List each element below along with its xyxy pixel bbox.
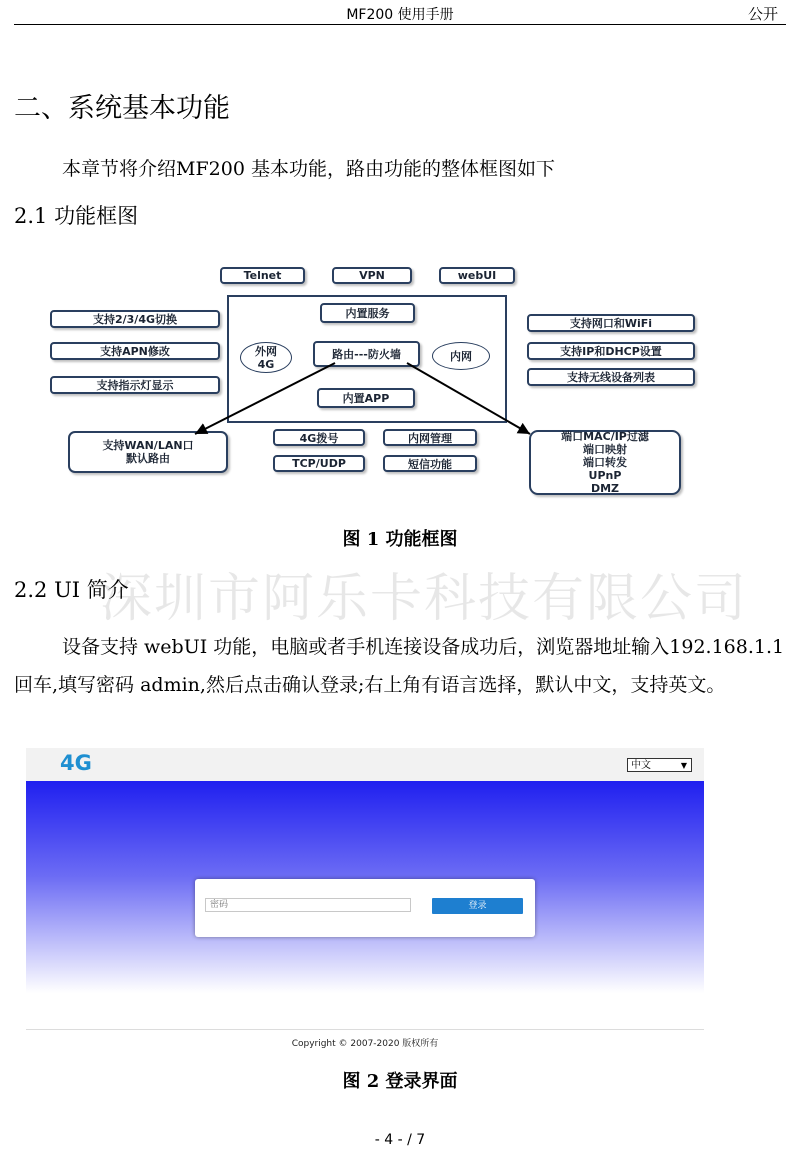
diagram-box-sms: 短信功能 [383, 455, 477, 472]
diagram-arrows [45, 258, 700, 503]
login-panel [195, 879, 535, 937]
diagram-box-webui: webUI [439, 267, 515, 284]
diagram-box-builtin-service: 内置服务 [320, 303, 415, 323]
filter-line5: DMZ [590, 482, 620, 495]
diagram-box-lan-management: 内网管理 [383, 429, 477, 446]
diagram-inner-network: 内网 [432, 342, 490, 370]
filter-line3: 端口转发 [583, 456, 627, 469]
language-select-value: 中文 [631, 760, 651, 771]
diagram-box-ip-dhcp: 支持IP和DHCP设置 [527, 342, 695, 360]
filter-line2: 端口映射 [583, 443, 627, 456]
section-intro: 本章节将介绍MF200 基本功能，路由功能的整体框图如下 [62, 158, 555, 180]
footer-divider [26, 1029, 704, 1030]
diagram-box-4g-switch: 支持2/3/4G切换 [50, 310, 220, 328]
document-header-classification: 公开 [747, 5, 778, 23]
function-block-diagram [45, 258, 700, 503]
arrow-to-filter [407, 363, 530, 434]
filter-line4: UPnP [588, 469, 622, 482]
subsection-title-ui: 2.2 UI 简介 [14, 578, 129, 602]
arrow-to-wan [195, 363, 335, 434]
company-watermark: 深圳市阿乐卡科技有限公司 [100, 569, 749, 629]
outer-network-label: 外网 [255, 344, 277, 358]
diagram-box-apn: 支持APN修改 [50, 342, 220, 360]
section-title: 二、系统基本功能 [14, 93, 230, 124]
filter-line1: 端口MAC/IP过滤 [561, 430, 649, 443]
login-background [26, 781, 704, 993]
diagram-box-telnet: Telnet [220, 267, 305, 284]
wan-lan-line2: 默认路由 [126, 452, 170, 465]
header-divider [14, 24, 786, 25]
subsection-title-function-diagram: 2.1 功能框图 [14, 204, 139, 228]
login-top-bar [26, 748, 704, 781]
figure1-caption: 图 1 功能框图 [342, 529, 458, 550]
diagram-box-4g-dial: 4G拨号 [273, 429, 365, 446]
login-page-screenshot [26, 748, 704, 1048]
brand-logo: 4G [60, 751, 92, 775]
copyright-text: Copyright © 2007-2020 版权所有 [291, 1039, 439, 1049]
figure2-caption: 图 2 登录界面 [342, 1071, 458, 1092]
page-number: - 4 - / 7 [374, 1132, 426, 1148]
diagram-box-vpn: VPN [332, 267, 412, 284]
outer-network-4g-label: 4G [257, 357, 275, 371]
diagram-box-builtin-app: 内置APP [317, 388, 415, 408]
ui-description: 设备支持 webUI 功能，电脑或者手机连接设备成功后，浏览器地址输入192.168.1.1 回车,填写密码 admin,然后点击确认登录;右上角有语言选择，默认中文，支持英文。 [14, 636, 785, 696]
password-input[interactable] [205, 898, 411, 912]
diagram-box-indicator: 支持指示灯显示 [50, 376, 220, 394]
language-select[interactable] [627, 758, 692, 772]
document-header-title: MF200 使用手册 [346, 7, 454, 23]
diagram-box-tcp-udp: TCP/UDP [273, 455, 365, 472]
chevron-down-icon: ▼ [680, 761, 687, 770]
login-button[interactable]: 登录 [432, 898, 523, 914]
diagram-box-router-firewall: 路由---防火墙 [313, 341, 420, 367]
wan-lan-line1: 支持WAN/LAN口 [102, 439, 194, 452]
diagram-box-lan-wifi: 支持网口和WiFi [527, 314, 695, 332]
diagram-box-wireless-list: 支持无线设备列表 [527, 368, 695, 386]
